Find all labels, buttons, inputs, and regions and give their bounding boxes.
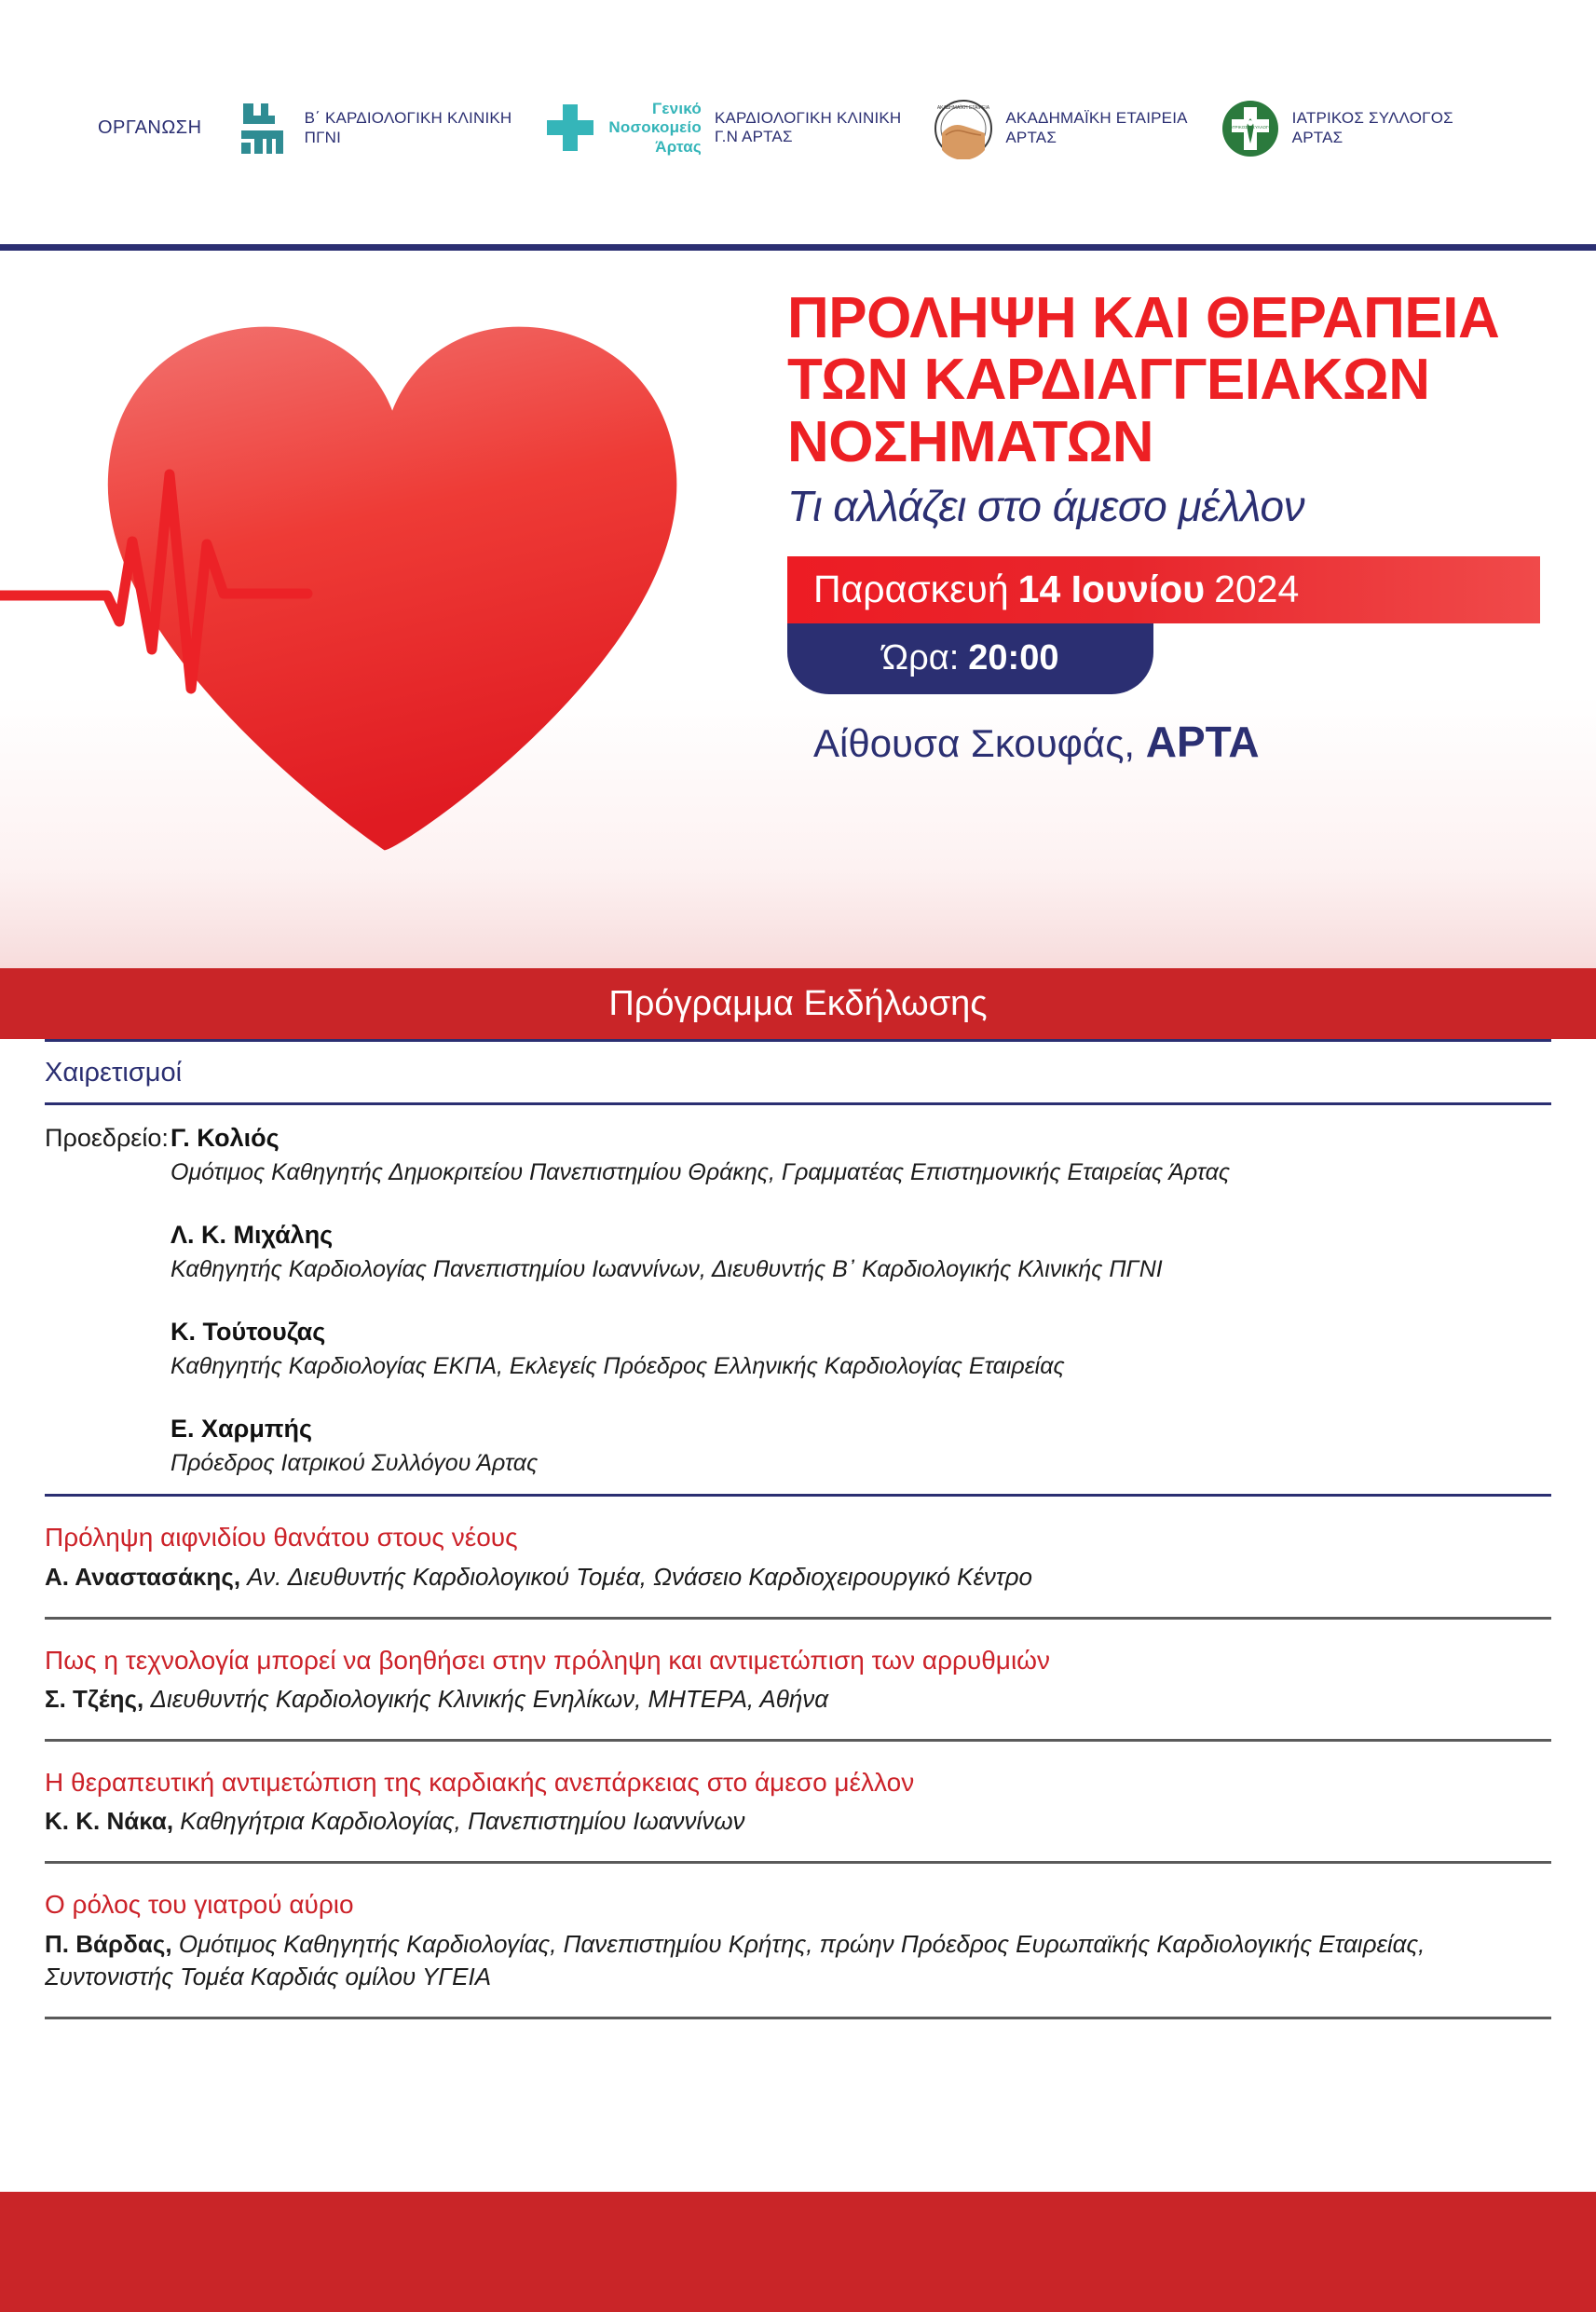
hero-text-block — [787, 288, 1570, 767]
list-item — [171, 1316, 1551, 1383]
time-value: 20:00 — [968, 638, 1059, 678]
page-subtitle: Τι αλλάζει στο άμεσο μέλλον — [787, 481, 1305, 530]
list-item — [45, 1620, 1551, 1739]
event-time-banner — [787, 623, 1153, 694]
header-divider — [0, 244, 1596, 251]
logo-medical-association-text — [1292, 109, 1453, 146]
chair-label: Προεδρείο: — [45, 1124, 169, 1152]
list-item — [171, 1219, 1551, 1286]
chair-name: Λ. Κ. Μιχάλης — [171, 1220, 334, 1249]
event-venue — [787, 717, 1570, 767]
talk-speaker-line — [45, 1805, 1551, 1839]
list-item — [171, 1122, 1551, 1189]
venue-prefix: Αίθουσα Σκουφάς, — [813, 720, 1136, 765]
logo-pgni-line1: Β΄ ΚΑΡΔΙΟΛΟΓΙΚΗ ΚΛΙΝΙΚΗ — [304, 109, 512, 128]
logo-medical-association — [1220, 98, 1453, 159]
medical-association-seal-icon — [1220, 98, 1281, 159]
logo-gn-artas-teal3: Άρτας — [655, 137, 702, 156]
footer-bar — [0, 2192, 1596, 2312]
chair-name: Ε. Χαρμπής — [171, 1414, 313, 1443]
logo-academic-society — [933, 98, 1187, 159]
program-banner: Πρόγραμμα Εκδήλωσης — [0, 968, 1596, 1039]
hospital-cross-pgni-icon — [236, 100, 293, 157]
logo-medical-association-line2: ΑΡΤΑΣ — [1291, 128, 1344, 146]
svg-text:ΑΚΑΔΗΜΑΪΚΗ ΕΤΑΙΡΕΙΑ: ΑΚΑΔΗΜΑΪΚΗ ΕΤΑΙΡΕΙΑ — [937, 104, 990, 111]
logo-medical-association-line1: ΙΑΤΡΙΚΟΣ ΣΥΛΛΟΓΟΣ — [1291, 109, 1453, 128]
logo-pgni-text — [305, 109, 512, 146]
logo-academic-society-line2: ΑΡΤΑΣ — [1005, 128, 1057, 146]
logo-gn-artas-text — [715, 109, 901, 146]
heart-graphic — [0, 251, 820, 903]
program-section — [0, 1039, 1596, 2019]
academic-society-seal-icon — [933, 98, 994, 159]
talk-speaker-name: Π. Βάρδας, — [45, 1929, 172, 1958]
chair-list — [171, 1122, 1551, 1488]
time-label: Ώρα: — [881, 638, 960, 678]
chair-affiliation: Πρόεδρος Ιατρικού Συλλόγου Άρτας — [171, 1449, 539, 1476]
list-item — [45, 1864, 1551, 2017]
page-title — [787, 288, 1570, 473]
chairs-block — [45, 1105, 1551, 1494]
event-date-banner — [787, 556, 1540, 623]
title-line-2: ΤΩΝ ΚΑΡΔΙΑΓΓΕΙΑΚΩΝ — [787, 348, 1430, 413]
green-cross-icon — [543, 101, 597, 155]
talk-speaker-name: Σ. Τζέης, — [45, 1685, 144, 1714]
chair-affiliation: Καθηγητής Καρδιολογίας Πανεπιστημίου Ιωαννίνων, Διευθυντής Β᾽ Καρδιολογικής Κλινικής ΠΓΝΙ — [171, 1255, 1163, 1282]
talk-speaker-name: Κ. Κ. Νάκα, — [45, 1807, 174, 1836]
logo-gn-artas-teal1: Γενικό — [651, 100, 702, 118]
talk-title: Η θεραπευτική αντιμετώπιση της καρδιακής ανεπάρκειας στο άμεσο μέλλον — [45, 1767, 915, 1797]
logo-gn-artas-line2: Γ.Ν ΑΡΤΑΣ — [714, 128, 793, 146]
title-line-1: ΠΡΟΛΗΨΗ ΚΑΙ ΘΕΡΑΠΕΙΑ — [787, 286, 1500, 350]
list-item — [45, 1497, 1551, 1616]
talk-speaker-affiliation: Διευθυντής Καρδιολογικής Κλινικής Ενηλίκων, ΜΗΤΕΡΑ, Αθήνα — [150, 1685, 829, 1714]
talk-speaker-line — [45, 1561, 1551, 1594]
svg-text:ΙΑΤΡΙΚΟΣ: ΙΑΤΡΙΚΟΣ — [1228, 124, 1248, 130]
talk-title: Ο ρόλος του γιατρού αύριο — [45, 1890, 354, 1920]
date-suffix: 2024 — [1214, 568, 1300, 611]
greetings-heading: Χαιρετισμοί — [45, 1058, 183, 1088]
organisation-label: ΟΡΓΑΝΩΣΗ — [98, 117, 202, 138]
chair-affiliation: Καθηγητής Καρδιολογίας ΕΚΠΑ, Εκλεγείς Πρόεδρος Ελληνικής Καρδιολογίας Εταιρείας — [171, 1352, 1065, 1379]
logo-gn-artas-line1: ΚΑΡΔΙΟΛΟΓΙΚΗ ΚΛΙΝΙΚΗ — [714, 109, 902, 128]
talk-speaker-line — [45, 1928, 1551, 1995]
date-prefix: Παρασκευή — [813, 568, 1009, 611]
venue-city: ΑΡΤΑ — [1145, 717, 1260, 766]
talk-divider — [45, 2017, 1551, 2019]
title-line-3: ΝΟΣΗΜΑΤΩΝ — [787, 409, 1153, 474]
talk-title: Πως η τεχνολογία μπορεί να βοηθήσει στην πρόληψη και αντιμετώπιση των αρρυθμιών — [45, 1645, 1051, 1675]
talk-speaker-affiliation: Καθηγήτρια Καρδιολογίας, Πανεπιστημίου Ιωαννίνων — [180, 1807, 745, 1836]
date-bold: 14 Ιουνίου — [1017, 568, 1206, 611]
talk-speaker-name: Α. Αναστασάκης, — [45, 1562, 241, 1591]
talk-title: Πρόληψη αιφνιδίου θανάτου στους νέους — [45, 1523, 518, 1553]
logo-academic-society-text — [1005, 109, 1187, 146]
list-item — [45, 1742, 1551, 1861]
logo-academic-society-line1: ΑΚΑΔΗΜΑΪΚΗ ΕΤΑΙΡΕΙΑ — [1005, 109, 1188, 128]
logo-gn-artas-teal2: Νοσοκομείο — [608, 118, 702, 137]
chair-name: Γ. Κολιός — [171, 1124, 280, 1152]
hero-section — [0, 251, 1596, 968]
talk-speaker-affiliation: Ομότιμος Καθηγητής Καρδιολογίας, Πανεπιστημίου Κρήτης, πρώην Πρόεδρος Ευρωπαϊκής Καρδιολογικής Εταιρείας, Συντονιστής Τομέα Καρδιάς ομίλου ΥΓΕΙΑ — [45, 1929, 1425, 1991]
chair-name: Κ. Τούτουζας — [171, 1317, 326, 1346]
chair-affiliation: Ομότιμος Καθηγητής Δημοκριτείου Πανεπιστημίου Θράκης, Γραμματέας Επιστημονικής Εταιρείας Άρτας — [171, 1159, 1231, 1186]
list-item — [171, 1413, 1551, 1480]
svg-text:ΣΥΛΛΟΓΟΣ: ΣΥΛΛΟΓΟΣ — [1251, 124, 1275, 130]
talk-speaker-line — [45, 1683, 1551, 1717]
organisers-strip — [0, 0, 1596, 233]
talk-speaker-affiliation: Αν. Διευθυντής Καρδιολογικού Τομέα, Ωνάσειο Καρδιοχειρουργικό Κέντρο — [247, 1562, 1032, 1591]
logo-gn-artas — [543, 100, 901, 156]
logo-pgni — [236, 100, 512, 157]
logo-pgni-line2: ΠΓΝΙ — [304, 128, 342, 146]
logo-gn-artas-teal — [608, 100, 702, 156]
